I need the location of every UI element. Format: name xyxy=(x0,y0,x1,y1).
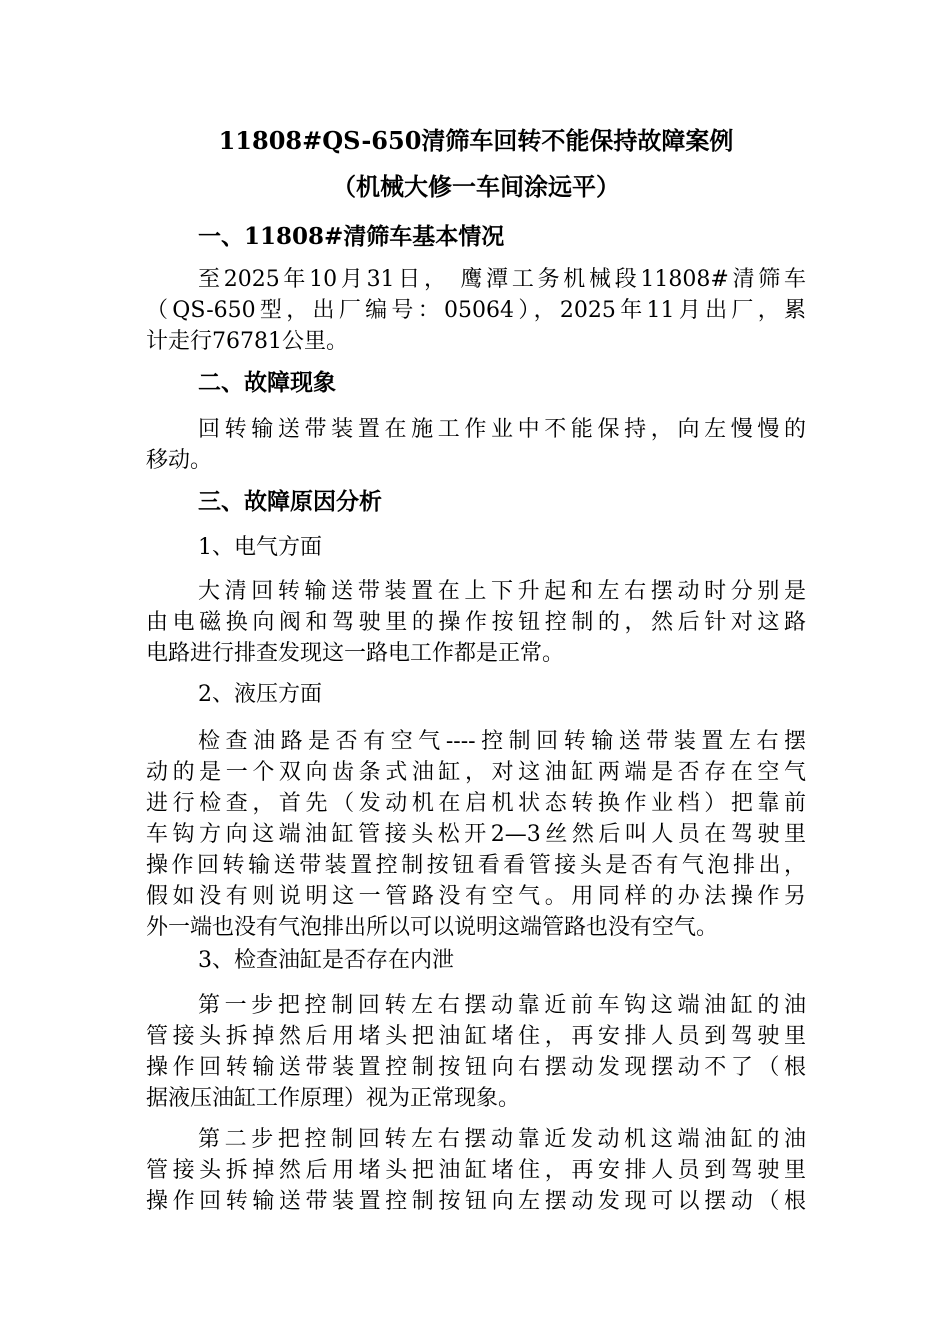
paragraph-line: 据液压油缸工作原理）视为正常现象。 xyxy=(146,1086,521,1111)
section-heading-basic-info: 一、11808#清筛车基本情况 xyxy=(198,223,505,250)
paragraph-line: 电路进行排查发现这一路电工作都是正常。 xyxy=(146,641,565,666)
paragraph-line: 操作回转输送带装置控制按钮向左摆动发现可以摆动（根 xyxy=(146,1189,806,1214)
section-heading-fault-symptom: 二、故障现象 xyxy=(198,369,336,396)
paragraph-line: 由电磁换向阀和驾驶里的操作按钮控制的，然后针对这路 xyxy=(146,610,806,635)
paragraph-electrical xyxy=(146,576,806,669)
document-title: 11808#QS-650清筛车回转不能保持故障案例 xyxy=(218,126,734,155)
paragraph-step-one xyxy=(146,990,806,1114)
paragraph-fault-symptom xyxy=(146,414,806,476)
paragraph-line: 计走行76781公里。 xyxy=(146,329,348,354)
paragraph-line: 管接头拆掉然后用堵头把油缸堵住，再安排人员到驾驶里 xyxy=(146,1158,806,1183)
paragraph-line: 大清回转输送带装置在上下升起和左右摆动时分别是 xyxy=(198,579,806,604)
paragraph-step-two xyxy=(146,1124,806,1217)
document-subtitle: （机械大修一车间涂远平） xyxy=(332,172,620,201)
paragraph-line: 外一端也没有气泡排出所以可以说明这端管路也没有空气。 xyxy=(146,915,719,940)
paragraph-line: 第一步把控制回转左右摆动靠近前车钩这端油缸的油 xyxy=(198,993,806,1018)
subsection-label-electrical: 1、电气方面 xyxy=(198,535,322,560)
paragraph-line: 第二步把控制回转左右摆动靠近发动机这端油缸的油 xyxy=(198,1127,806,1152)
paragraph-line: 车钩方向这端油缸管接头松开2—3丝然后叫人员在驾驶里 xyxy=(146,822,806,847)
paragraph-basic-info xyxy=(146,264,806,357)
subsection-label-cylinder-leak: 3、检查油缸是否存在内泄 xyxy=(198,948,454,973)
paragraph-line: （QS-650型，出厂编号：05064），2025年11月出厂，累 xyxy=(146,298,806,323)
subsection-label-hydraulic: 2、液压方面 xyxy=(198,682,322,707)
paragraph-line: 假如没有则说明这一管路没有空气。用同样的办法操作另 xyxy=(146,884,806,909)
paragraph-line: 操作回转输送带装置控制按钮看看管接头是否有气泡排出， xyxy=(146,853,806,878)
paragraph-line: 进行检查，首先（发动机在启机状态转换作业档）把靠前 xyxy=(146,791,806,816)
paragraph-line: 回转输送带装置在施工作业中不能保持，向左慢慢的 xyxy=(198,417,806,442)
paragraph-hydraulic xyxy=(146,726,806,943)
paragraph-line: 操作回转输送带装置控制按钮向右摆动发现摆动不了（根 xyxy=(146,1055,806,1080)
paragraph-line: 检查油路是否有空气----控制回转输送带装置左右摆 xyxy=(198,729,806,754)
section-heading-cause-analysis: 三、故障原因分析 xyxy=(198,488,382,515)
paragraph-line: 管接头拆掉然后用堵头把油缸堵住，再安排人员到驾驶里 xyxy=(146,1024,806,1049)
paragraph-line: 动的是一个双向齿条式油缸，对这油缸两端是否存在空气 xyxy=(146,760,806,785)
paragraph-line: 移动。 xyxy=(146,448,213,473)
paragraph-line: 至2025年10月31日， 鹰潭工务机械段11808#清筛车 xyxy=(198,267,806,292)
